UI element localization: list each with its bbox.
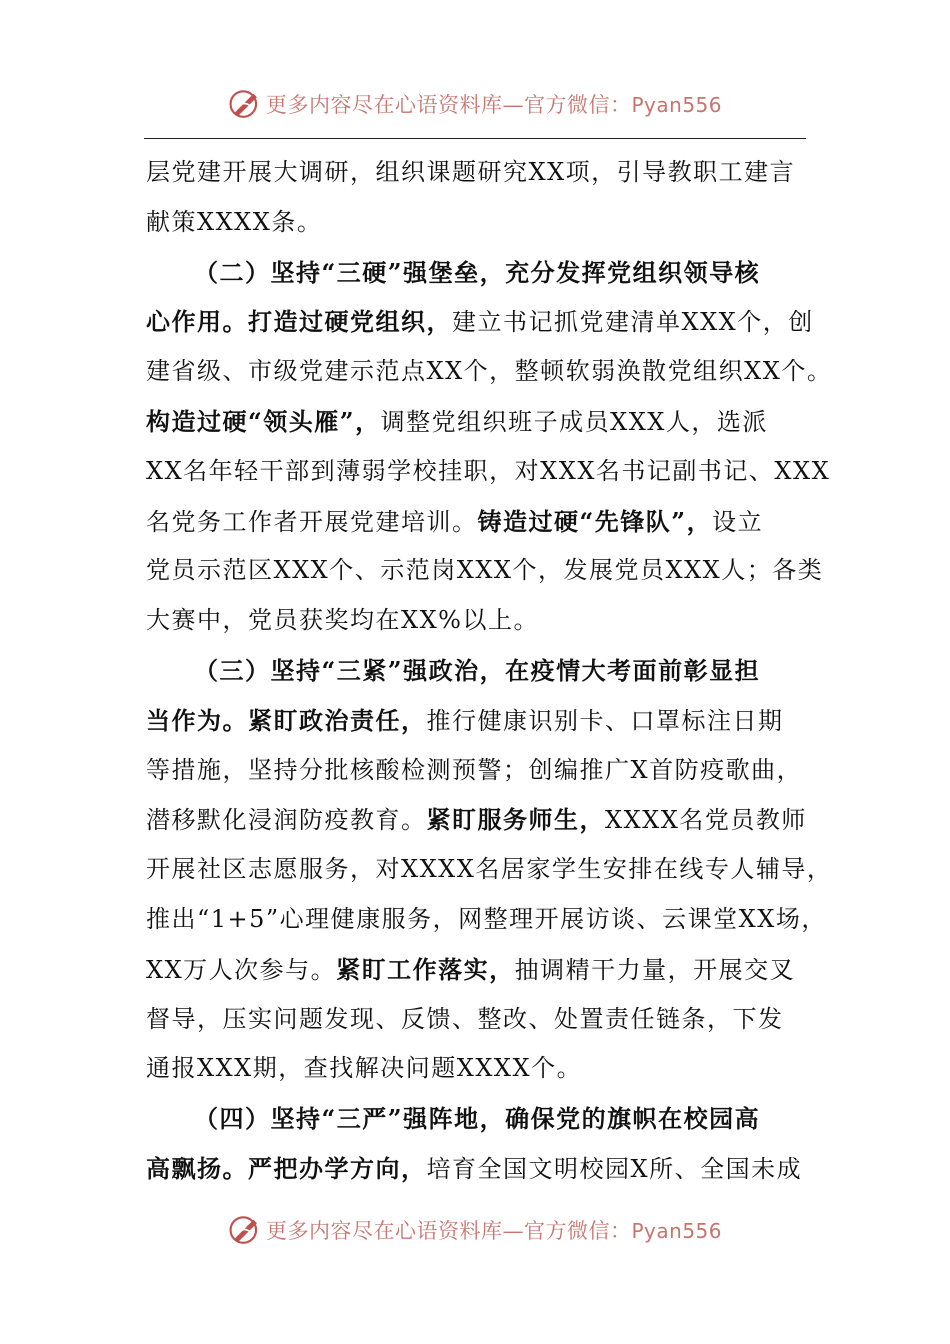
watermark-banner-top — [0, 84, 950, 124]
text-segment: 层党建开展大调研，组织课题研究XX项，引导教职工建言 — [146, 158, 796, 186]
text-line — [146, 995, 818, 1045]
text-line — [146, 696, 818, 746]
watermark-text — [266, 89, 722, 119]
text-segment: 献策XXXX条。 — [146, 207, 323, 236]
watermark-banner-bottom — [0, 1210, 950, 1250]
bold-text-segment: 严把办学方向， — [248, 1153, 427, 1183]
text-segment: 抽调精干力量，开展交叉 — [514, 955, 796, 984]
text-line — [146, 646, 818, 696]
text-segment: 潜移默化浸润防疫教育。 — [146, 806, 427, 835]
text-line — [146, 1094, 818, 1144]
bold-text-segment: （四）坚持“三严”强阵地，确保党的旗帜在校园高 — [194, 1104, 761, 1134]
text-segment: 通报XXX期，查找解决问题XXXX个。 — [146, 1054, 583, 1083]
text-segment: 大赛中，党员获奖均在XX%以上。 — [146, 606, 539, 635]
bold-text-segment: 高飘扬。 — [146, 1153, 248, 1183]
text-segment: XX名年轻干部到薄弱学校挂职，对XXX名书记副书记、XXX — [146, 456, 831, 485]
text-line — [146, 347, 833, 397]
watermark-text-cn: 更多内容尽在心语资料库—官方微信： — [265, 1219, 632, 1243]
bold-text-segment: 铸造过硬“先锋队”， — [477, 506, 713, 536]
text-segment: XX万人次参与。 — [146, 955, 337, 984]
header-rule — [144, 138, 806, 139]
bold-text-segment: 打造过硬党组织， — [248, 307, 452, 337]
text-segment: 设立 — [712, 507, 764, 536]
text-segment: 推行健康识别卡、口罩标注日期 — [426, 706, 784, 735]
bold-text-segment: （三）坚持“三紧”强政治，在疫情大考面前彰显担 — [194, 655, 761, 685]
pen-logo-icon — [228, 1213, 262, 1247]
text-line — [146, 546, 824, 596]
text-line — [146, 397, 818, 447]
text-line — [146, 148, 818, 198]
bold-text-segment: 紧盯服务师生， — [426, 805, 605, 835]
text-segment: 开展社区志愿服务，对XXXX名居家学生安排在线专人辅导， — [146, 855, 833, 884]
text-segment: 建立书记抓党建清单XXX个，创 — [452, 308, 814, 337]
text-segment: 培育全国文明校园X所、全国未成 — [426, 1154, 803, 1183]
text-line — [146, 795, 818, 845]
text-line — [146, 1144, 818, 1194]
text-line — [146, 297, 818, 347]
bold-text-segment: 构造过硬“领头雁”， — [146, 406, 381, 436]
text-segment: XXXX名党员教师 — [605, 806, 807, 835]
text-line — [146, 945, 818, 995]
bold-text-segment: 紧盯政治责任， — [248, 705, 427, 735]
bold-text-segment: （二）坚持“三硬”强堡垒，充分发挥党组织领导核 — [194, 257, 761, 287]
text-segment: 督导，压实问题发现、反馈、整改、处置责任链条，下发 — [146, 1004, 784, 1033]
bold-text-segment: 当作为。 — [146, 705, 248, 735]
bold-text-segment: 紧盯工作落实， — [336, 954, 515, 984]
text-line — [146, 746, 818, 796]
text-segment: 推出“1+5”心理健康服务，网整理开展访谈、云课堂XX场， — [146, 904, 827, 933]
text-line — [146, 845, 833, 895]
text-segment: 建省级、市级党建示范点XX个，整顿软弱涣散党组织XX个。 — [146, 357, 833, 386]
text-line — [146, 248, 818, 298]
text-line — [146, 198, 818, 248]
pen-logo-icon — [228, 87, 262, 121]
text-line — [146, 447, 831, 497]
watermark-text-cn: 更多内容尽在心语资料库—官方微信： — [265, 93, 632, 117]
watermark-text — [266, 1215, 722, 1245]
text-line — [146, 1044, 818, 1094]
text-line — [146, 895, 827, 945]
text-line — [146, 497, 818, 547]
document-body — [146, 148, 833, 1194]
bold-text-segment: 心作用。 — [146, 307, 248, 337]
watermark-text-latin: Pyan556 — [631, 1219, 722, 1243]
text-line — [146, 596, 818, 646]
text-segment: 调整党组织班子成员XXX人，选派 — [380, 407, 768, 436]
text-segment: 等措施，坚持分批核酸检测预警；创编推广X首防疫歌曲， — [146, 755, 803, 784]
text-segment: 名党务工作者开展党建培训。 — [146, 507, 478, 536]
watermark-text-latin: Pyan556 — [631, 93, 722, 117]
text-segment: 党员示范区XXX个、示范岗XXX个，发展党员XXX人；各类 — [146, 556, 824, 585]
